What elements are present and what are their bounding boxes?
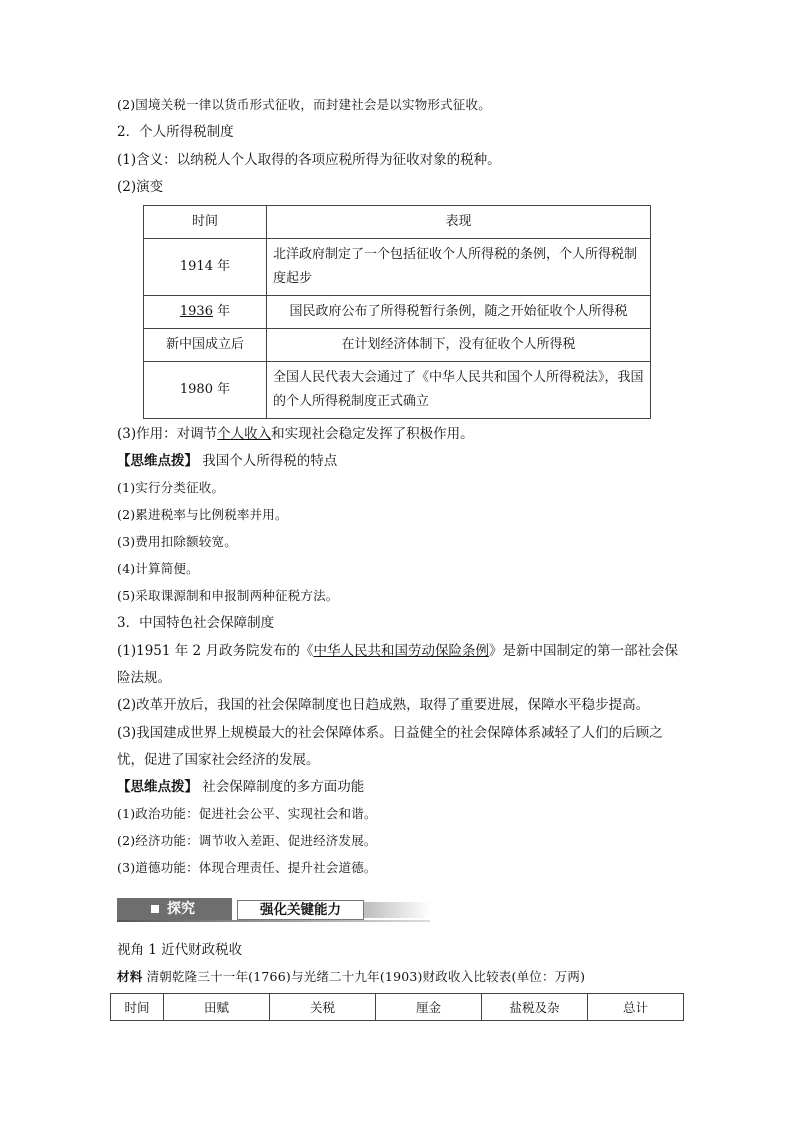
- list-item: (1)实行分类征收。: [117, 480, 225, 495]
- table-cell-desc: 北洋政府制定了一个包括征收个人所得税的条例，个人所得税制度起步: [267, 239, 651, 296]
- table-cell-desc: 国民政府公布了所得税暂行条例，随之开始征收个人所得税: [267, 296, 651, 329]
- social-security-point-3-cont: 忧，促进了国家社会经济的发展。: [117, 752, 320, 768]
- table-header-cell: 时间: [111, 994, 164, 1021]
- banner-fade: [364, 902, 430, 918]
- table-row: [144, 296, 651, 329]
- income-tax-role: (3)作用：对调节个人收入和实现社会稳定发挥了积极作用。: [117, 426, 474, 442]
- table-header-cell: 总计: [588, 994, 684, 1021]
- table-row: [144, 362, 651, 419]
- table-row: [144, 239, 651, 296]
- tip-label: 【思维点拨】: [117, 779, 198, 795]
- banner-left: 探究: [117, 898, 232, 920]
- underlined-term: 中华人民共和国劳动保险条例: [313, 643, 489, 659]
- social-security-point-3: (3)我国建成世界上规模最大的社会保障体系。日益健全的社会保障体系减轻了人们的后顾之: [117, 725, 663, 741]
- list-item: (4)计算简便。: [117, 561, 199, 576]
- thinking-tip-heading: 【思维点拨】 我国个人所得税的特点: [117, 453, 338, 469]
- banner-underline: [117, 920, 430, 922]
- table-header-row: [111, 994, 684, 1021]
- table-header-cell: 厘金: [376, 994, 482, 1021]
- section-banner: [117, 898, 430, 922]
- list-item: (5)采取课源制和申报制两种征税方法。: [117, 588, 339, 603]
- thinking-tip-heading: 【思维点拨】 社会保障制度的多方面功能: [117, 779, 365, 795]
- square-bullet-icon: [151, 905, 159, 913]
- income-tax-evolution-table: [143, 205, 651, 419]
- social-security-point-1-cont: 险法规。: [117, 670, 171, 686]
- section-heading-income-tax: 2．个人所得税制度: [117, 124, 234, 140]
- material-caption: 材料 清朝乾隆三十一年(1766)与光绪二十九年(1903)财政收入比较表(单位：万两): [117, 969, 586, 984]
- material-label: 材料: [117, 969, 143, 984]
- table-cell-time: 1980 年: [144, 362, 267, 419]
- table-cell-time: 1914 年: [144, 239, 267, 296]
- section-heading-social-security: 3．中国特色社会保障制度: [117, 615, 275, 631]
- evolution-label: (2)演变: [117, 179, 164, 195]
- banner-right: 强化关键能力: [237, 900, 364, 920]
- list-item: (3)费用扣除额较宽。: [117, 534, 237, 549]
- table-header-cell: 盐税及杂: [482, 994, 588, 1021]
- underlined-year: 1936: [179, 304, 213, 319]
- underlined-term: 个人收入: [217, 426, 272, 442]
- table-header-cell: 田赋: [164, 994, 270, 1021]
- table-row: [144, 329, 651, 362]
- list-item: (2)累进税率与比例税率并用。: [117, 507, 288, 522]
- list-item: (2)经济功能：调节收入差距、促进经济发展。: [117, 833, 377, 848]
- table-cell-time: 1936 年: [144, 296, 267, 329]
- table-cell-time: 新中国成立后: [144, 329, 267, 362]
- perspective-heading: 视角 1 近代财政税收: [117, 942, 243, 958]
- tip-label: 【思维点拨】: [117, 453, 198, 469]
- list-item: (1)政治功能：促进社会公平、实现社会和谐。: [117, 806, 377, 821]
- list-item: (3)道德功能：体现合理责任、提升社会道德。: [117, 860, 377, 875]
- fiscal-revenue-table: [110, 993, 684, 1021]
- table-header-row: [144, 206, 651, 239]
- table-header-cell: 关税: [270, 994, 376, 1021]
- income-tax-definition: (1)含义：以纳税人个人取得的各项应税所得为征收对象的税种。: [117, 152, 501, 168]
- table-header-cell: 时间: [144, 206, 267, 239]
- social-security-point-2: (2)改革开放后，我国的社会保障制度也日趋成熟，取得了重要进展，保障水平稳步提高。: [117, 697, 650, 713]
- social-security-point-1: (1)1951 年 2 月政务院发布的《中华人民共和国劳动保险条例》是新中国制定的第一部社会保: [117, 643, 678, 659]
- table-cell-desc: 全国人民代表大会通过了《中华人民共和国个人所得税法》，我国的个人所得税制度正式确立: [267, 362, 651, 419]
- table-cell-desc: 在计划经济体制下，没有征收个人所得税: [267, 329, 651, 362]
- customs-tax-point: (2)国境关税一律以货币形式征收，而封建社会是以实物形式征收。: [117, 97, 491, 112]
- table-header-cell: 表现: [267, 206, 651, 239]
